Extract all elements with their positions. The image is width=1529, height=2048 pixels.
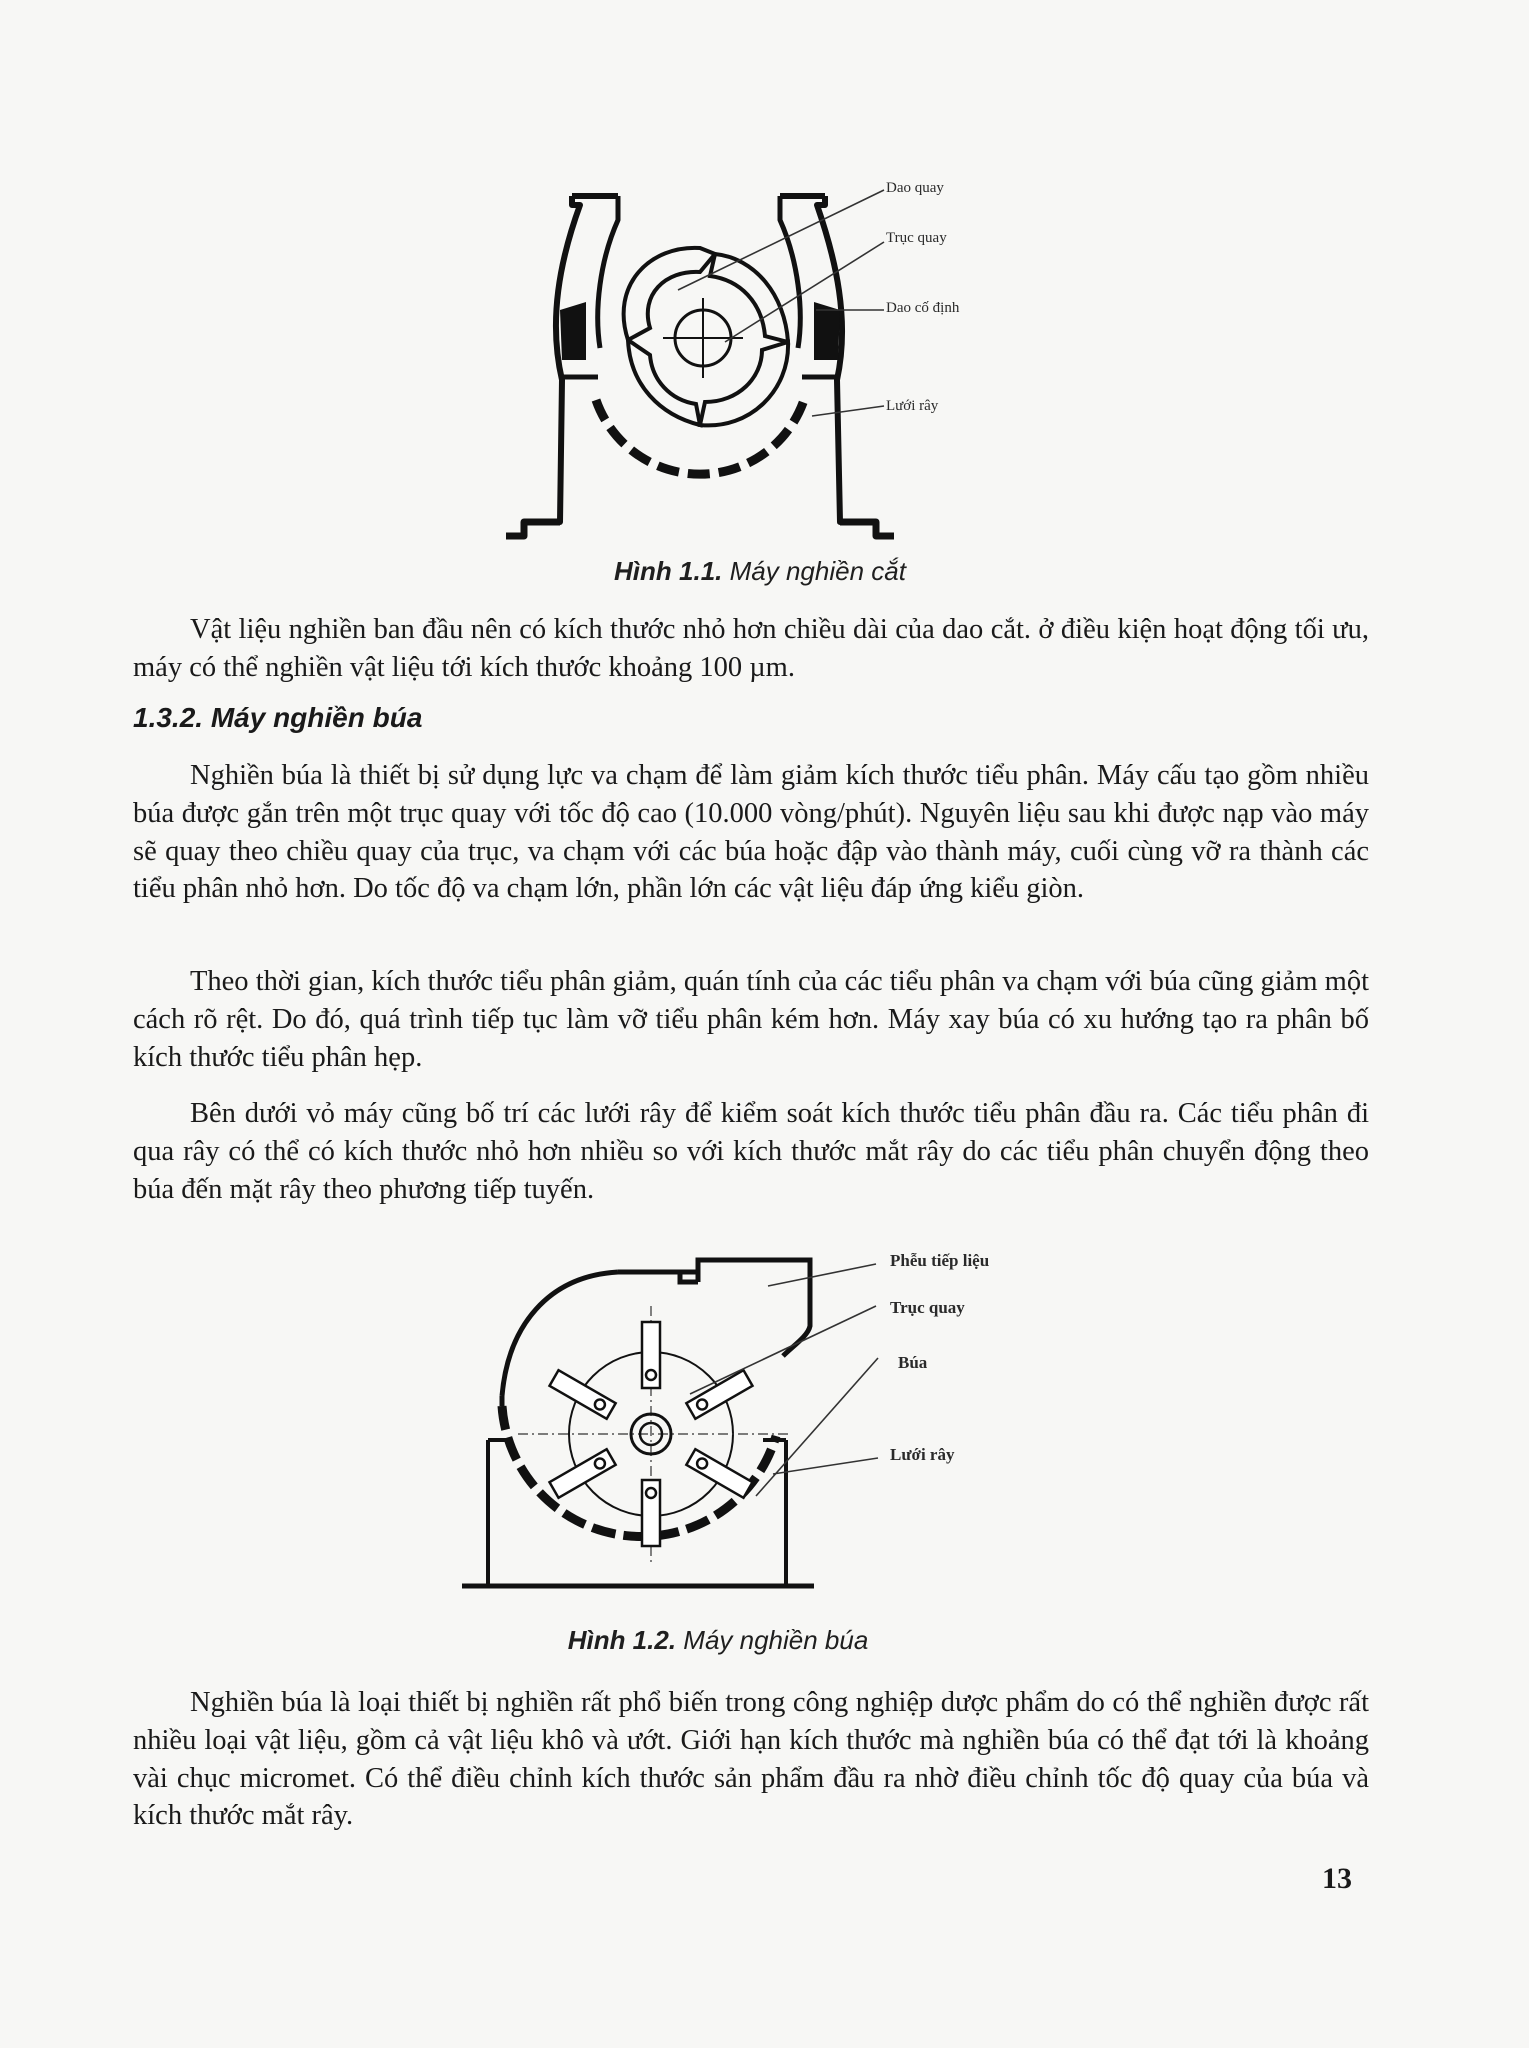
paragraph-1-text: Vật liệu nghiền ban đầu nên có kích thước nhỏ hơn chiều dài của dao cắt. ở điều kiện hoạt động tối ưu, máy có thể nghiền vật liệu tới kích thước khoảng 100 µm. (133, 614, 1369, 683)
label-luoi-ray: Lưới rây (886, 398, 939, 414)
figure-1-caption-number: Hình 1.1. (614, 556, 723, 586)
label-bua: Búa (898, 1353, 928, 1372)
paragraph-5-text: Nghiền búa là loại thiết bị nghiền rất phổ biến trong công nghiệp dược phẩm do có thể nghiền được rất nhiều loại vật liệu, gồm cả vật liệu khô và ướt. Giới hạn kích thước mà nghiền búa có thể đạt tới là khoảng vài chục micromet. Có thể điều chỉnh kích thước sản phẩm đầu ra nhờ điều chỉnh tốc độ quay của búa và kích thước mắt rây. (133, 1687, 1369, 1832)
label-dao-co-dinh: Dao cố định (886, 300, 960, 316)
paragraph-3 (133, 963, 1369, 1076)
figure-2-caption-number: Hình 1.2. (567, 1625, 677, 1655)
label-truc-quay: Trục quay (886, 230, 947, 246)
paragraph-2 (133, 757, 1369, 908)
figure-hammer-mill (458, 1246, 1078, 1596)
page-number: 13 (1322, 1862, 1352, 1895)
figure-1-caption (500, 556, 1020, 587)
paragraph-4-text: Bên dưới vỏ máy cũng bố trí các lưới rây để kiểm soát kích thước tiểu phân đầu ra. Các tiểu phân đi qua rây có thể có kích thước nhỏ hơn nhiều so với kích thước mắt rây do các tiểu phân chuyển động theo búa đến mặt rây theo phương tiếp tuyến. (133, 1098, 1369, 1205)
figure-2-caption (458, 1625, 978, 1656)
paragraph-5 (133, 1684, 1369, 1835)
figure-1-caption-text: Máy nghiền cắt (729, 556, 906, 586)
section-heading: 1.3.2. Máy nghiền búa (133, 702, 423, 733)
paragraph-1 (133, 611, 1369, 687)
figure-cutting-mill (500, 170, 1020, 550)
label-pheu-tiep-lieu: Phễu tiếp liệu (890, 1251, 990, 1270)
hammer-mill-diagram (458, 1246, 1078, 1596)
figure-2-caption-text: Máy nghiền búa (683, 1625, 869, 1655)
label-truc-quay-2: Trục quay (890, 1298, 965, 1317)
cutting-mill-diagram (500, 170, 1020, 550)
paragraph-2-text: Nghiền búa là thiết bị sử dụng lực va chạm để làm giảm kích thước tiểu phân. Máy cấu tạo gồm nhiều búa được gắn trên một trục quay với tốc độ cao (10.000 vòng/phút). Nguyên liệu sau khi được nạp vào máy sẽ quay theo chiều quay của trục, va chạm với các búa hoặc đập vào thành máy, cuối cùng vỡ ra thành các tiểu phân nhỏ hơn. Do tốc độ va chạm lớn, phần lớn các vật liệu đáp ứng kiểu giòn. (133, 760, 1369, 905)
paragraph-4 (133, 1095, 1369, 1208)
label-dao-quay: Dao quay (886, 180, 944, 196)
paragraph-3-text: Theo thời gian, kích thước tiểu phân giảm, quán tính của các tiểu phân va chạm với búa cũng giảm một cách rõ rệt. Do đó, quá trình tiếp tục làm vỡ tiểu phân kém hơn. Máy xay búa có xu hướng tạo ra phân bố kích thước tiểu phân hẹp. (133, 966, 1369, 1073)
label-luoi-ray-2: Lưới rây (890, 1445, 955, 1464)
